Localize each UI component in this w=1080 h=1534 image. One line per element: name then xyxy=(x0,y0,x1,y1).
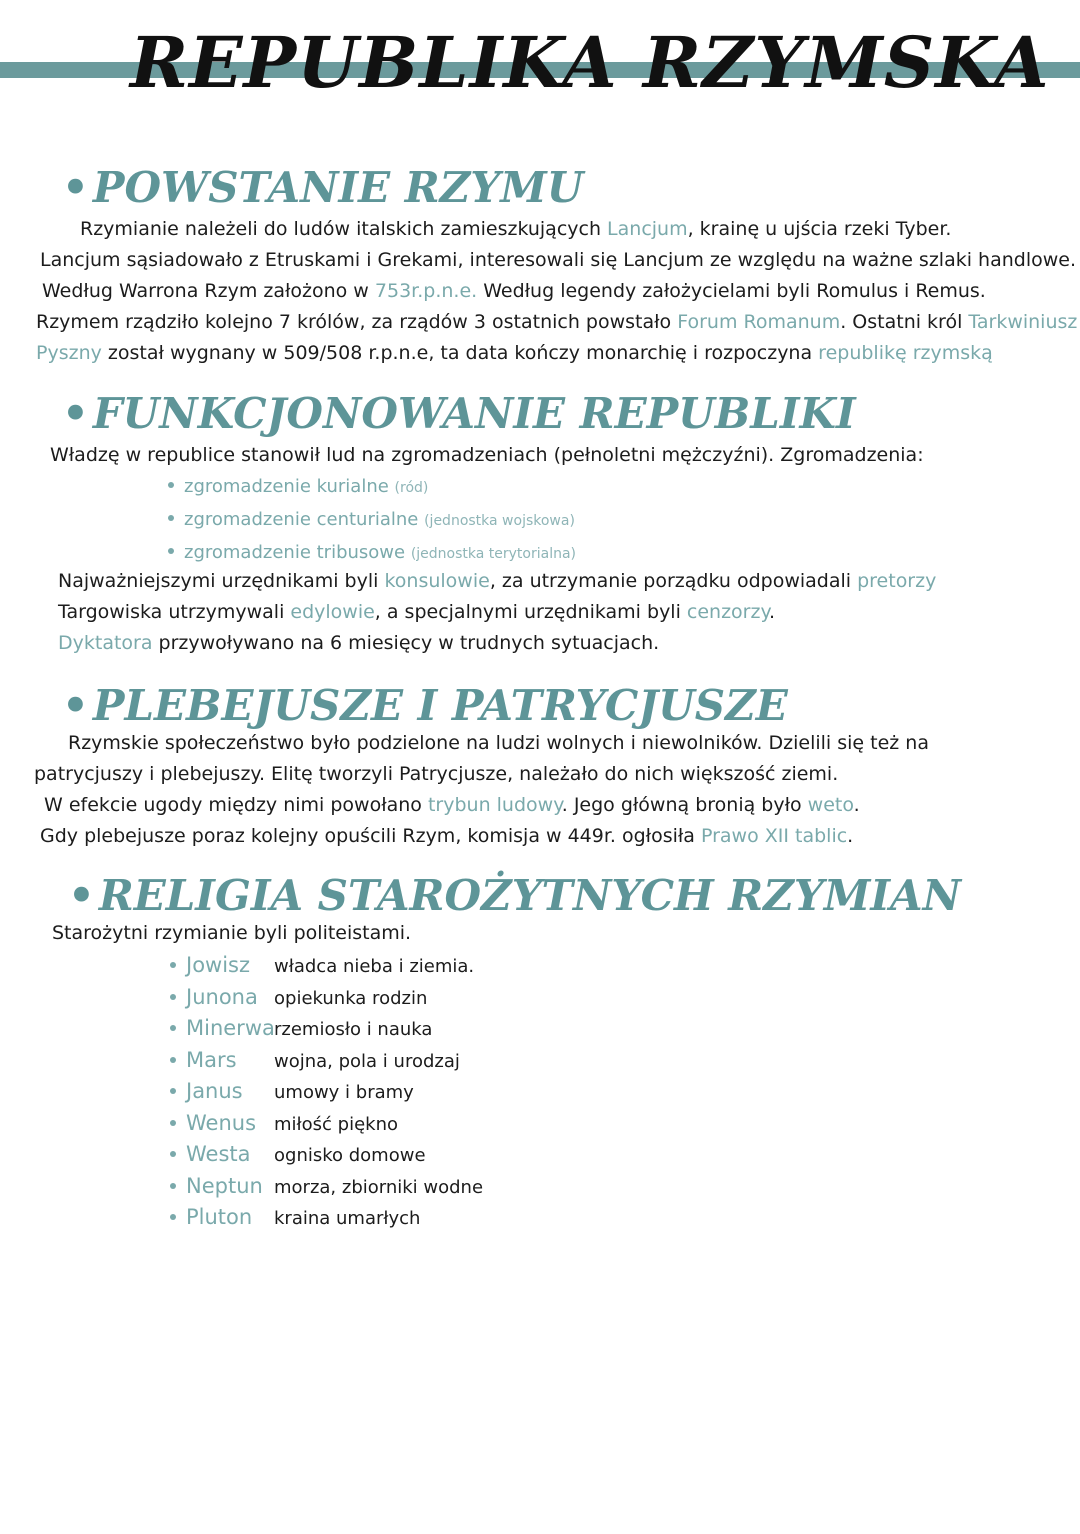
powstanie-line xyxy=(80,214,951,244)
line-text: , za utrzymanie porządku odpowiadali xyxy=(489,570,858,592)
god-name: Westa xyxy=(186,1142,251,1166)
god-item xyxy=(170,1076,414,1108)
line-text: przywoływano na 6 miesięcy w trudnych sytuacjach. xyxy=(152,632,660,654)
heading-text: PLEBEJUSZE I PATRYCJUSZE xyxy=(92,681,788,730)
zgromadzenie-name: zgromadzenie tribusowe xyxy=(184,542,411,563)
plebejusze-line xyxy=(40,821,853,851)
bullet-dot xyxy=(170,1025,176,1031)
bullet-dot xyxy=(168,548,174,554)
bullet-dot xyxy=(170,1183,176,1189)
bullet-dot xyxy=(170,1088,176,1094)
line-text: Rzymem rządziło kolejno 7 królów, za rządów 3 ostatnich powstało xyxy=(36,311,678,333)
god-description: władca nieba i ziemia. xyxy=(274,956,475,977)
line-text: Lancjum sąsiadowało z Etruskami i Grekami, interesowali się Lancjum ze względu na ważne szlaki handlowe. xyxy=(40,249,1076,271)
highlighted-term: konsulowie xyxy=(384,570,490,592)
line-text: Targowiska utrzymywali xyxy=(58,601,291,623)
line-text: . xyxy=(847,825,854,847)
page-title: REPUBLIKA RZYMSKA xyxy=(130,21,1050,104)
line-text: . xyxy=(853,794,860,816)
plebejusze-line xyxy=(44,790,860,820)
funkcjonowanie-line xyxy=(58,566,936,596)
line-text: W efekcie ugody między nimi powołano xyxy=(44,794,428,816)
god-item xyxy=(170,1108,398,1140)
highlighted-term: cenzorzy xyxy=(686,601,770,623)
god-description: ognisko domowe xyxy=(274,1145,426,1166)
bullet-dot xyxy=(168,515,174,521)
god-description: kraina umarłych xyxy=(274,1208,421,1229)
line-text: , krainę u ujścia rzeki Tyber. xyxy=(687,218,952,240)
god-item xyxy=(170,1139,426,1171)
highlighted-term: Lancjum xyxy=(607,218,688,240)
zgromadzenie-item xyxy=(168,472,428,503)
line-text: . Ostatni król xyxy=(840,311,969,333)
plebejusze-line xyxy=(34,759,838,789)
bullet-dot xyxy=(168,482,174,488)
heading-dot: • xyxy=(62,681,89,730)
line-text: Rzymianie należeli do ludów italskich zamieszkujących xyxy=(80,218,608,240)
bullet-dot xyxy=(170,962,176,968)
section-heading-powstanie xyxy=(62,162,583,214)
line-text: Według legendy założycielami byli Romulus i Remus. xyxy=(477,280,986,302)
god-name: Neptun xyxy=(186,1173,263,1198)
line-text: Według Warrona Rzym założono w xyxy=(42,280,375,302)
god-name: Mars xyxy=(186,1047,237,1072)
bullet-dot xyxy=(170,1120,176,1126)
highlighted-term: weto xyxy=(807,794,854,816)
line-text: patrycjuszy i plebejuszy. Elitę tworzyli Patrycjusze, należało do nich większość ziemi. xyxy=(34,763,839,785)
line-text: . xyxy=(769,601,776,623)
religia-intro: Starożytni rzymianie byli politeistami. xyxy=(52,922,412,944)
heading-text: RELIGIA STAROŻYTNYCH RZYMIAN xyxy=(98,871,961,920)
god-name: Pluton xyxy=(186,1205,253,1229)
zgromadzenie-note: (ród) xyxy=(394,480,429,496)
powstanie-line xyxy=(42,276,986,306)
section-heading-religia xyxy=(68,870,961,922)
god-description: rzemiosło i nauka xyxy=(274,1019,433,1040)
god-description: morza, zbiorniki wodne xyxy=(274,1176,484,1198)
zgromadzenie-item xyxy=(168,505,575,536)
heading-text: POWSTANIE RZYMU xyxy=(92,163,584,212)
god-item xyxy=(170,982,427,1014)
highlighted-term: pretorzy xyxy=(857,570,937,592)
highlighted-term: edylowie xyxy=(290,601,375,623)
god-name: Junona xyxy=(186,984,258,1009)
zgromadzenie-item xyxy=(168,538,576,569)
powstanie-line xyxy=(36,338,993,368)
line-text: , a specjalnymi urzędnikami byli xyxy=(374,601,687,623)
funkcjonowanie-line xyxy=(58,597,775,627)
line-text: został wygnany w 509/508 r.p.n.e, ta data kończy monarchię i rozpoczyna xyxy=(101,342,819,364)
section-heading-plebejusze xyxy=(62,680,788,732)
bullet-dot xyxy=(170,1151,176,1157)
heading-dot: • xyxy=(68,871,95,920)
zgromadzenie-note: (jednostka terytorialna) xyxy=(410,546,577,562)
line-text: Najważniejszymi urzędnikami byli xyxy=(58,570,385,592)
funkcjonowanie-intro: Władzę w republice stanowił lud na zgromadzeniach (pełnoletni mężczyźni). Zgromadzenia: xyxy=(50,444,924,466)
heading-dot: • xyxy=(62,163,89,212)
god-description: opiekunka rodzin xyxy=(274,987,428,1009)
highlighted-term: Forum Romanum xyxy=(677,311,841,333)
zgromadzenie-name: zgromadzenie kurialne xyxy=(184,476,395,497)
god-name: Wenus xyxy=(186,1110,257,1135)
heading-dot: • xyxy=(62,389,89,438)
god-name: Minerwa xyxy=(186,1016,275,1040)
highlighted-term: Dyktatora xyxy=(58,632,153,654)
god-description: wojna, pola i urodzaj xyxy=(274,1050,460,1072)
highlighted-term: trybun ludowy xyxy=(427,794,562,816)
plebejusze-line xyxy=(68,728,929,758)
funkcjonowanie-line xyxy=(58,628,659,658)
powstanie-line xyxy=(36,307,1077,337)
god-item xyxy=(170,1045,460,1077)
highlighted-term: 753r.p.n.e. xyxy=(374,280,478,302)
zgromadzenie-name: zgromadzenie centurialne xyxy=(184,509,425,530)
god-description: umowy i bramy xyxy=(274,1082,414,1103)
section-heading-funkcjonowanie xyxy=(62,388,856,440)
god-item xyxy=(170,950,474,982)
heading-text: FUNKCJONOWANIE REPUBLIKI xyxy=(92,389,856,438)
bullet-dot xyxy=(170,1057,176,1063)
line-text: Gdy plebejusze poraz kolejny opuścili Rzym, komisja w 449r. ogłosiła xyxy=(40,825,701,847)
god-item xyxy=(170,1171,483,1203)
powstanie-line xyxy=(40,245,1076,275)
line-text: Rzymskie społeczeństwo było podzielone na ludzi wolnych i niewolników. Dzielili się też na xyxy=(68,732,929,754)
god-name: Jowisz xyxy=(186,953,251,977)
zgromadzenie-note: (jednostka wojskowa) xyxy=(424,513,575,529)
bullet-dot xyxy=(170,994,176,1000)
god-description: miłość piękno xyxy=(274,1113,399,1135)
highlighted-term: republikę rzymską xyxy=(818,342,993,364)
highlighted-term: Prawo XII tablic xyxy=(700,825,848,847)
highlighted-term: Tarkwiniusz xyxy=(968,311,1078,333)
highlighted-term: Pyszny xyxy=(36,342,102,364)
bullet-dot xyxy=(170,1214,176,1220)
god-item xyxy=(170,1202,420,1234)
god-item xyxy=(170,1013,432,1045)
line-text: . Jego główną bronią było xyxy=(561,794,808,816)
god-name: Janus xyxy=(186,1079,243,1103)
